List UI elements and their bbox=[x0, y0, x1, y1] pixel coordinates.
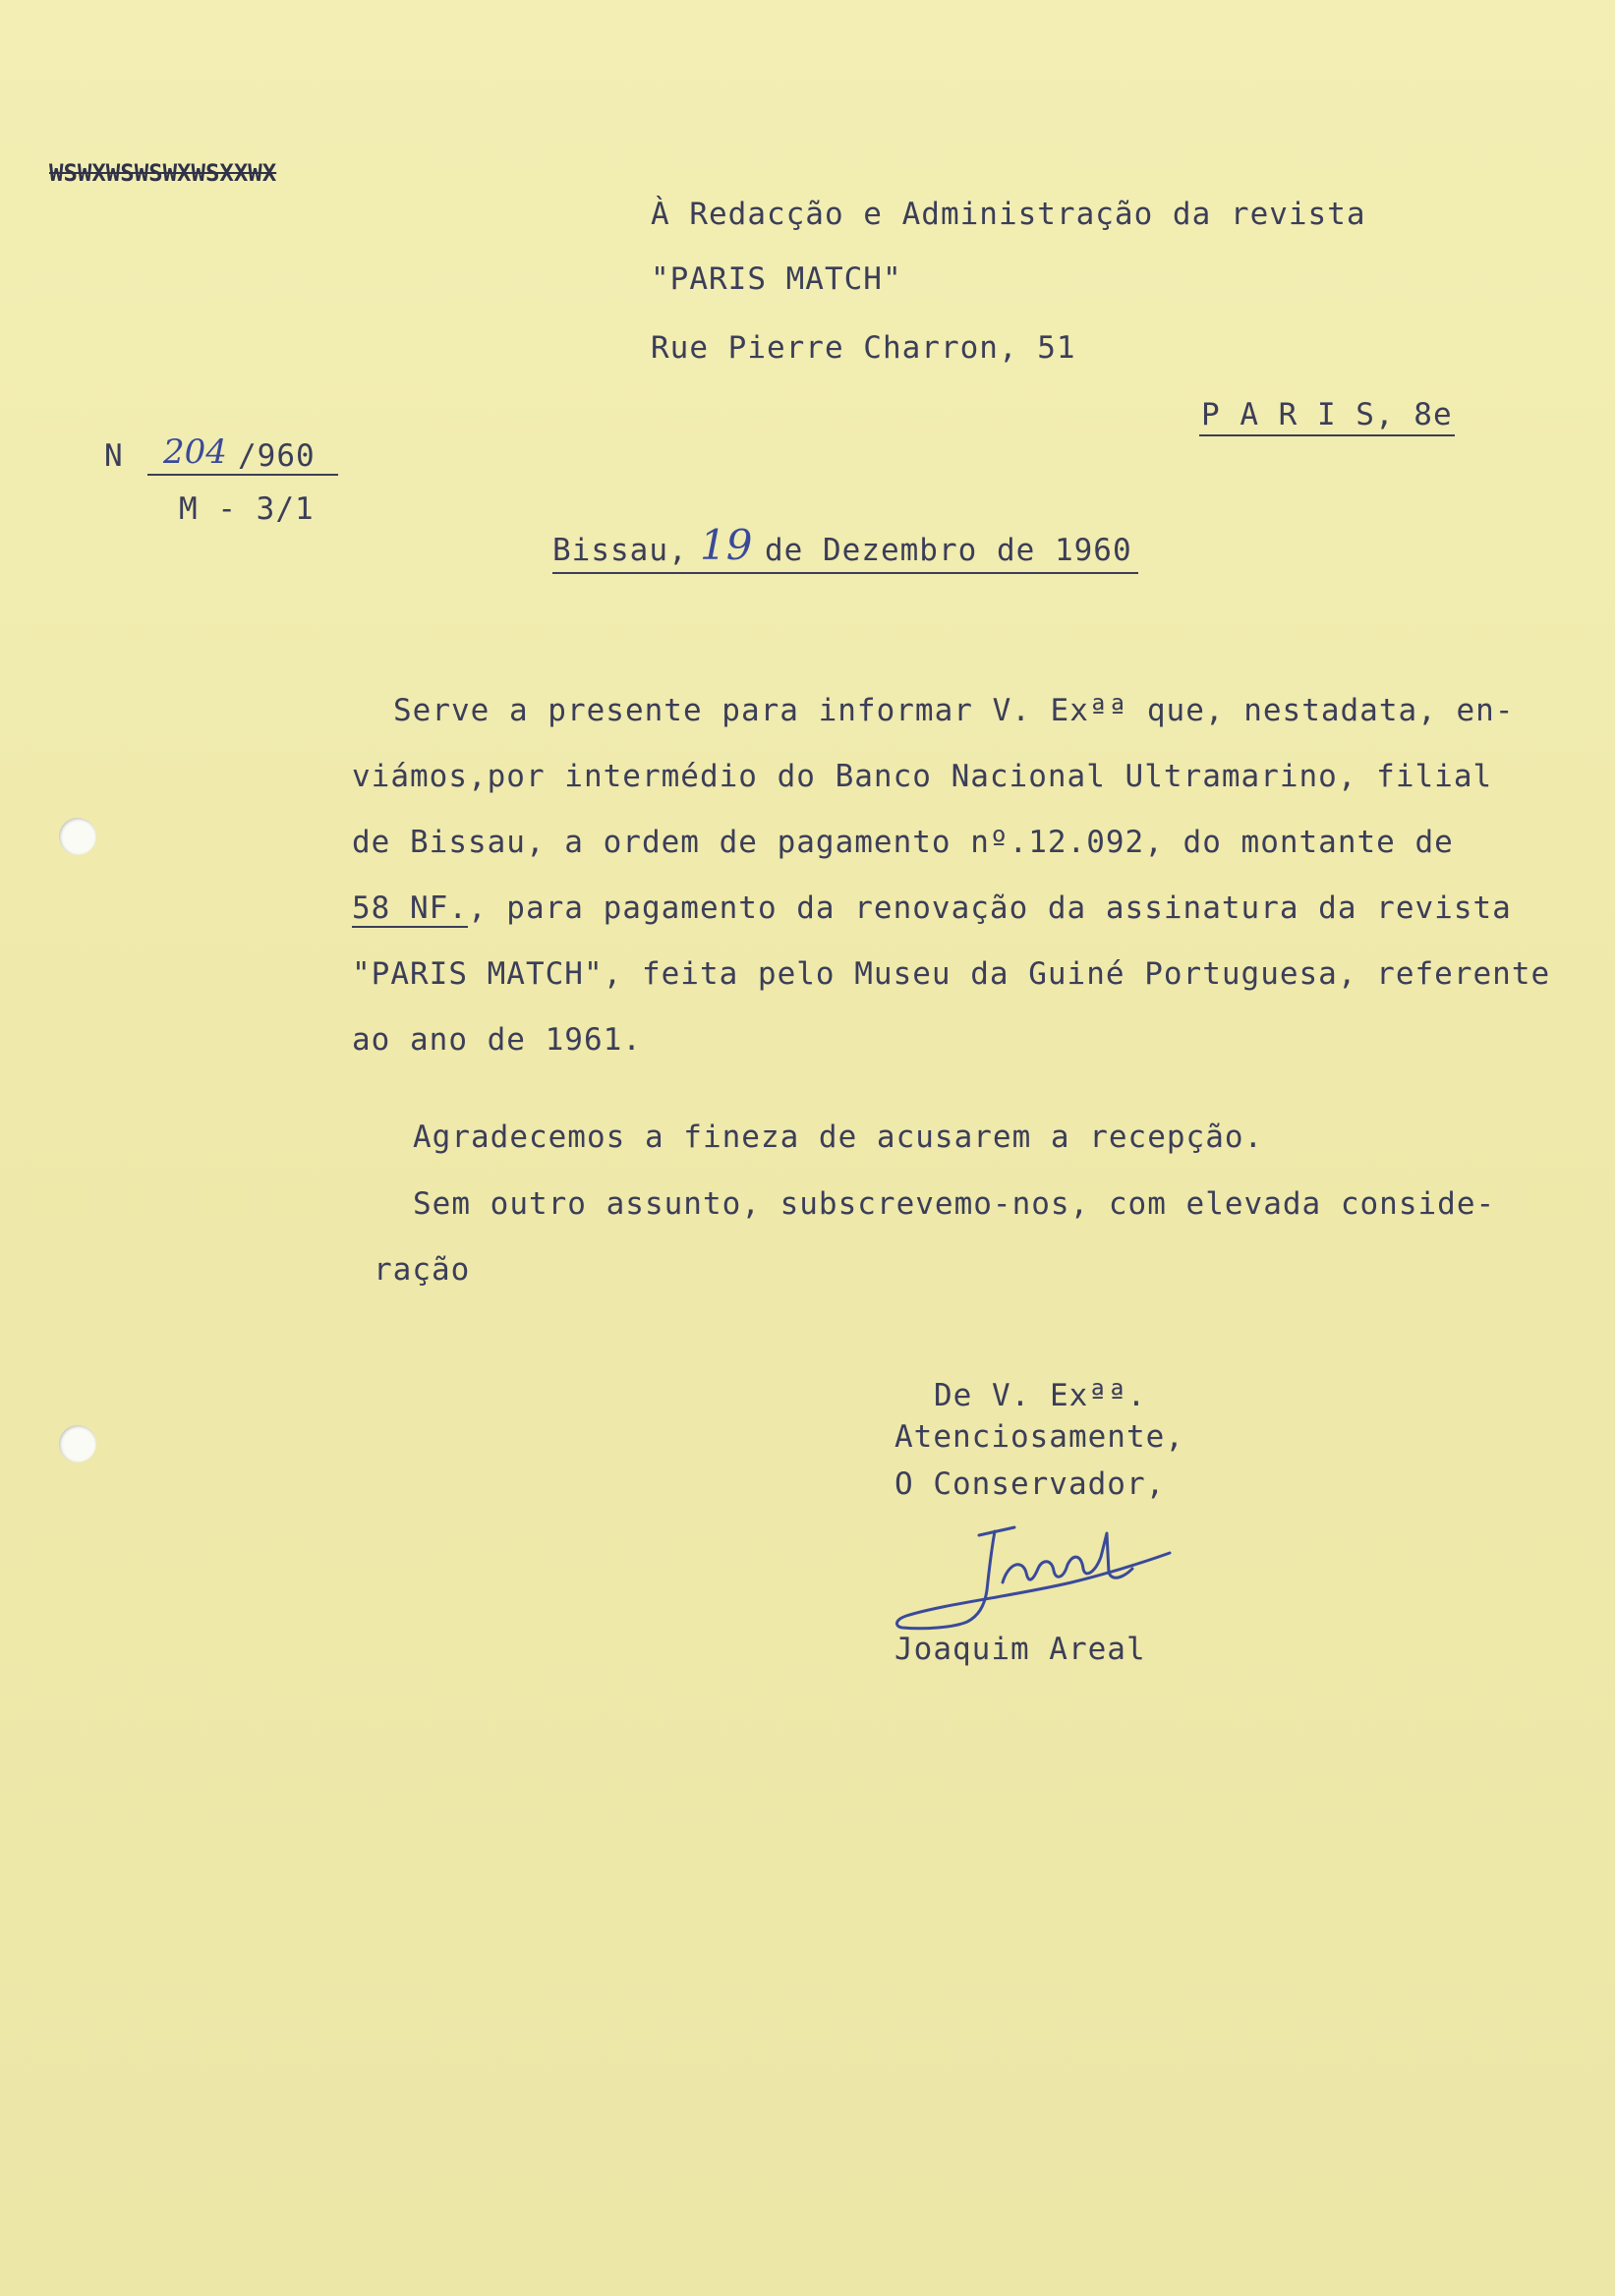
body-line: de Bissau, a ordem de pagamento nº.12.092, do montante de bbox=[352, 825, 1454, 860]
signature bbox=[885, 1514, 1189, 1641]
date-day-handwritten: 19 bbox=[700, 521, 753, 569]
closing-line-3: O Conservador, bbox=[894, 1466, 1166, 1502]
reference-code: M - 3/1 bbox=[179, 491, 315, 527]
addressee-line-2: "PARIS MATCH" bbox=[651, 261, 902, 297]
body-paragraph-1 bbox=[352, 678, 1571, 1073]
date-line bbox=[552, 521, 1138, 574]
addressee-line-1: À Redacção e Administração da revista bbox=[651, 197, 1366, 232]
addressee-city: P A R I S, 8e bbox=[1199, 397, 1455, 436]
reference-prefix: N bbox=[104, 438, 124, 474]
addressee-line-3: Rue Pierre Charron, 51 bbox=[651, 330, 1076, 366]
closing-line-2: Atenciosamente, bbox=[894, 1419, 1184, 1455]
signatory-name: Joaquim Areal bbox=[894, 1632, 1146, 1667]
body-line: ração bbox=[374, 1252, 471, 1288]
date-rest: de Dezembro de 1960 bbox=[765, 533, 1132, 568]
date-place: Bissau, bbox=[552, 533, 688, 568]
punch-hole-top bbox=[59, 818, 96, 855]
reference-number-handwritten: 204 bbox=[163, 432, 227, 472]
body-paragraph-2: Agradecemos a fineza de acusarem a recepção. bbox=[413, 1119, 1264, 1155]
struck-out-header-code: WSWXWSWSWXWSXXWX bbox=[49, 159, 277, 187]
body-line: viámos,por intermédio do Banco Nacional Ultramarino, filial bbox=[352, 759, 1493, 794]
punch-hole-bottom bbox=[59, 1425, 96, 1463]
body-line bbox=[352, 876, 1571, 942]
body-line: Sem outro assunto, subscrevemo-nos, com elevada conside- bbox=[413, 1186, 1496, 1222]
body-paragraph-3 bbox=[352, 1172, 1571, 1303]
body-line-rest: , para pagamento da renovação da assinatura da revista bbox=[467, 890, 1512, 926]
payment-amount: 58 NF. bbox=[352, 890, 468, 926]
reference-year: /960 bbox=[238, 438, 316, 474]
reference-number-line bbox=[147, 432, 338, 476]
body-line: Serve a presente para informar V. Exªª que, nestadata, en- bbox=[393, 693, 1515, 728]
body-line: ao ano de 1961. bbox=[352, 1022, 642, 1058]
closing-line-1: De V. Exªª. bbox=[934, 1378, 1147, 1413]
body-line: "PARIS MATCH", feita pelo Museu da Guiné Portuguesa, referente bbox=[352, 956, 1551, 992]
